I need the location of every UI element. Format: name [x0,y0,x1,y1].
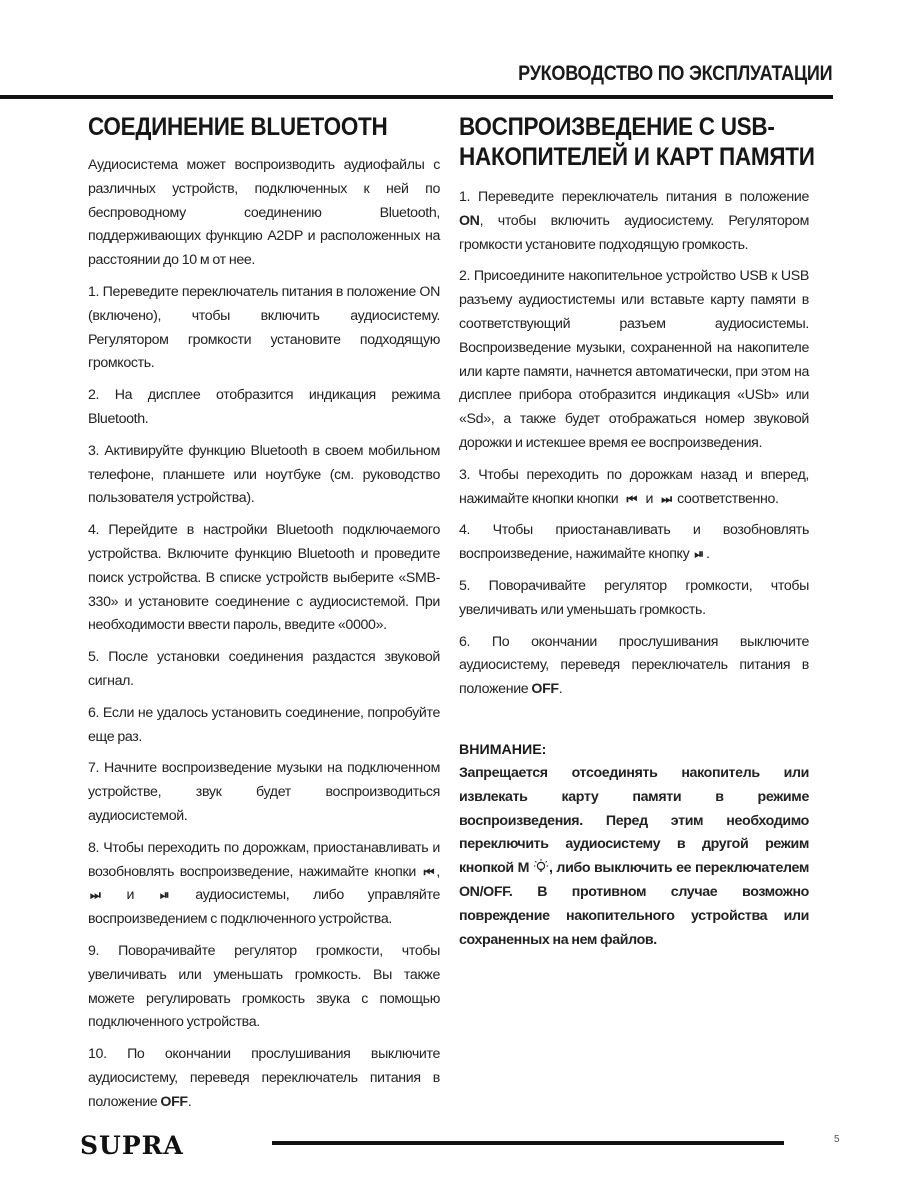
usb-step-1 [459,186,809,257]
period: . [558,681,563,698]
off-label: OFF [160,1093,188,1110]
previous-track-icon: ⏮ [626,491,636,506]
bt-step-8 [88,837,440,932]
play-pause-icon: ⏯ [159,888,168,903]
bluetooth-section [88,112,440,1122]
usb-step-5: 5. Поворачивайте регулятор громкости, чтобы увеличивать или уменьшать громкость. [459,577,809,618]
bt-step-3: 3. Активируйте функцию Bluetooth в своем мобильном телефоне, планшете или ноутбуке (см. руководство пользователя устройства). [88,442,440,507]
usb-step-1-text-end: , чтобы включить аудиосистему. Регулятором громкости установите подходящую громкость. [459,212,809,253]
page-number: 5 [834,1134,840,1145]
warning-title: ВНИМАНИЕ: [459,741,547,758]
usb-step-4-text: 4. Чтобы приостанавливать и возобновлять воспроизведение, нажимайте кнопку [459,522,809,563]
separator: , [436,863,440,880]
conjunction: и [645,490,654,507]
warning-text-end: , либо выключить ее переключателем ON/OFF. В противном случае возможно повреждение накопительного устройства или сохраненных на нем файлов. [459,860,810,948]
usb-step-3-text: 3. Чтобы переходить по дорожкам назад и вперед, нажимайте кнопки кнопки [459,466,809,507]
period: . [187,1093,192,1110]
off-label: OFF [531,681,559,698]
usb-step-1-text: 1. Переведите переключатель питания в положение [459,189,809,205]
heading-line-1: ВОСПРОИЗВЕДЕНИЕ С USB- [459,113,775,141]
conjunction: и [126,887,135,904]
page-header-title: РУКОВОДСТВО ПО ЭКСПЛУАТАЦИИ [517,62,832,85]
bt-step-8-text: 8. Чтобы переходить по дорожкам, приостанавливать и возобновлять воспроизведение, нажимайте кнопки [88,839,440,880]
usb-section [459,112,815,960]
warning-text [459,762,809,952]
usb-step-6-text: 6. По окончании прослушивания выключите аудиосистему, переведя переключатель питания в положение [459,633,809,698]
footer-rule [272,1141,784,1145]
bt-step-10 [88,1043,440,1114]
next-track-icon: ⏭ [90,888,99,903]
warning-text-start: Запрещается отсоединять накопитель или извлекать карту памяти в режиме воспроизведения. Перед этим необходимо переключить аудиосистему в другой режим кнопкой M [459,764,809,877]
on-label: ON [459,212,480,229]
play-pause-icon: ⏯ [694,547,703,562]
bt-step-6: 6. Если не удалось установить соединение, попробуйте еще раз. [88,704,440,745]
usb-step-3 [459,464,809,512]
section-heading-usb [459,112,815,172]
bt-step-8-text-end: аудиосистемы, либо управляйте воспроизведением с подключенного устройства. [88,887,440,928]
light-bulb-icon [533,858,549,874]
bt-step-5: 5. После установки соединения раздастся звуковой сигнал. [88,649,440,689]
bt-step-10-text: 10. По окончании прослушивания выключите аудиосистему, переведя переключатель питания в положение [88,1046,440,1110]
usb-step-3-text-end: соответственно. [677,490,779,507]
header-rule [0,95,833,99]
usb-step-2: 2. Присоедините накопительное устройство USB к USB разъему аудиостистемы или вставьте карту памяти в соответствующий разъем аудиосистемы. Воспроизведение музыки, сохраненной на накопителе или карте памяти, начнется автоматически, при этом на дисплее прибора отобразится индикация «USb» или «Sd», а также будет отображаться номер звуковой дорожки и истекшее время ее воспроизведения. [459,268,809,451]
usb-step-4 [459,519,809,567]
bt-step-4: 4. Перейдите в настройки Bluetooth подключаемого устройства. Включите функцию Bluetooth и проведите поиск устройства. В списке устройств выберите «SMB-330» и установите соединение с аудиосистемой. При необходимости ввести пароль, введите «0000». [88,522,440,634]
brand-logo: SUPRA [80,1131,184,1160]
bt-step-9: 9. Поворачивайте регулятор громкости, чтобы увеличивать или уменьшать громкость. Вы также можете регулировать громкость звука с помощью подключенного устройства. [88,942,440,1031]
previous-track-icon: ⏮ [423,864,433,879]
next-track-icon: ⏭ [661,491,671,506]
period: . [706,546,710,563]
bt-step-7: 7. Начните воспроизведение музыки на подключенном устройстве, звук будет воспроизводиться аудиосистемой. [88,760,440,824]
heading-line-2: НАКОПИТЕЛЕЙ И КАРТ ПАМЯТИ [459,143,815,171]
bt-step-2: 2. На дисплее отобразится индикация режима Bluetooth. [88,387,440,427]
section-heading-bluetooth: СОЕДИНЕНИЕ BLUETOOTH [88,113,388,141]
usb-step-6 [459,631,809,702]
intro-paragraph: Аудиосистема может воспроизводить аудиофайлы с различных устройств, подключенных к ней по беспроводному соединению Bluetooth, поддерживающих функцию A2DP и расположенных на расстоянии до 10 м от нее. [88,157,440,269]
bt-step-1: 1. Переведите переключатель питания в положение ON (включено), чтобы включить аудиосистему. Регулятором громкости установите подходящую громкость. [88,283,440,372]
